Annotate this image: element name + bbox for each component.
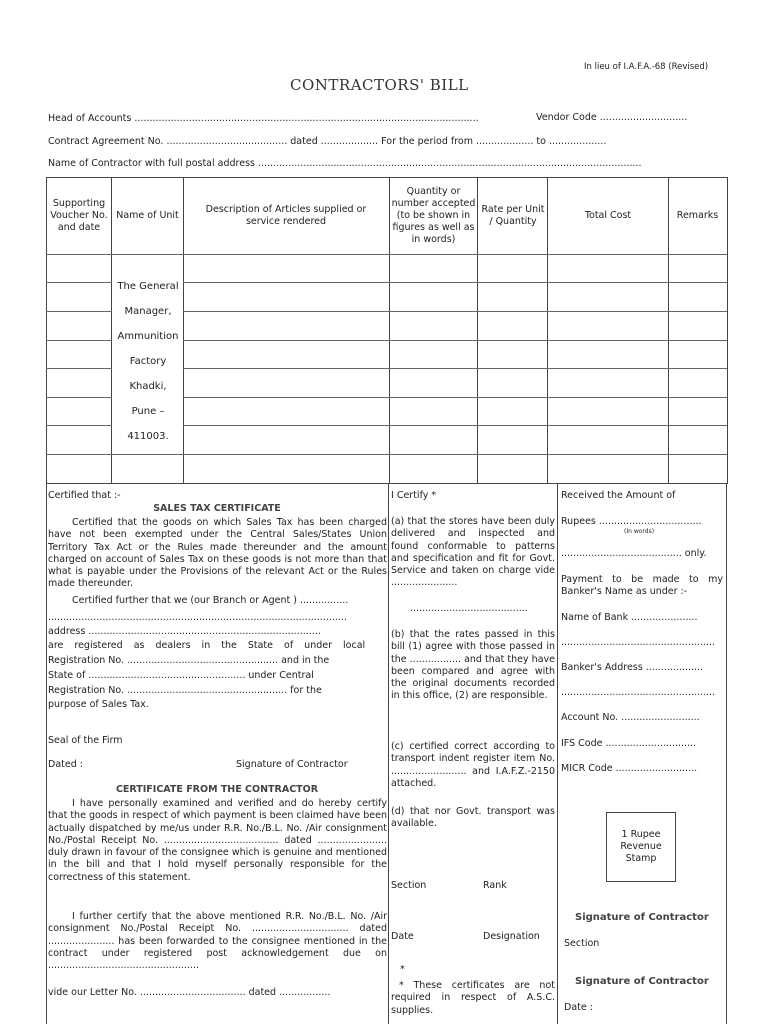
in-words-hint: (In words) (624, 528, 655, 535)
dated-label: Dated : (48, 759, 83, 770)
col-header-voucher: Supporting Voucher No. and date (50, 198, 108, 233)
col-header-total-cost: Total Cost (584, 210, 632, 221)
unit-address-line: Pune – (131, 406, 165, 417)
unit-address-line: The General (117, 281, 179, 292)
registration-no-central: Registration No. ..................................................... for the (48, 685, 322, 696)
micr-code-field: MICR Code ........................... (561, 763, 698, 774)
col-header-quantity: Quantity or number accepted (to be shown in figures as well as in words) (391, 186, 476, 245)
col-header-unit: Name of Unit (116, 210, 179, 221)
contractor-signature: Signature of Contractor (575, 912, 709, 923)
state-field: State of .................................................... under Central (48, 670, 314, 681)
asterisk: * (400, 964, 405, 975)
head-of-accounts-field: Head of Accounts .................................................................................................................. (48, 113, 479, 124)
unit-address-line: Factory (129, 356, 167, 367)
section-label: Section (391, 880, 427, 891)
only-line: ........................................ only. (561, 548, 707, 559)
revenue-stamp-box (606, 812, 676, 882)
letter-no-field: vide our Letter No. ................................... dated ................. (48, 987, 331, 998)
registered-dealers: are registered as dealers in the State of under local (48, 640, 366, 651)
dotted-line: ................................................... (561, 637, 716, 648)
revenue-stamp-label: 1 Rupee Revenue Stamp (620, 829, 662, 864)
bank-name-field: Name of Bank ...................... (561, 612, 698, 623)
account-no-field: Account No. .......................... (561, 712, 700, 723)
sales-tax-paragraph: Certified that the goods on which Sales Tax has been charged have not been exempted under the Central Sales/States Union Territory Tax Act or the Rules made thereunder and the amount charged on account of Sales Tax on these goods is not more than that what is payable under the Provisions of the relevant Act or the Rules made thereunder. (48, 517, 387, 590)
certify-item-a: (a) that the stores have been duly delivered and inspected and found conformable to patterns and specification and fit for Govt. Service and taken on charge vide ...................... (391, 516, 555, 589)
date-label: Date : (564, 1002, 593, 1013)
received-amount: Received the Amount of (561, 490, 676, 501)
contractor-name-field: Name of Contractor with full postal address ............................................................................................................................... (48, 158, 642, 169)
sales-tax-heading: SALES TAX CERTIFICATE (153, 503, 281, 514)
ifs-code-field: IFS Code .............................. (561, 738, 697, 749)
seal-of-firm: Seal of the Firm (48, 735, 123, 746)
unit-address-line: 411003. (127, 431, 169, 442)
contract-agreement-field: Contract Agreement No. ........................................ dated ................... For the period from ................... to ................... (48, 136, 607, 147)
payment-instruction: Payment to be made to my Banker's Name as under :- (561, 574, 723, 598)
col-header-description: Description of Articles supplied or service rendered (205, 204, 367, 227)
forwarding-certificate-paragraph: I further certify that the above mentioned R.R. No./B.L. No. /Air consignment No./Postal Receipt No. ................................ dated ...................... has been forwarded to the consignee mentioned in the contract under registered post acknowledgement due on .................................................. (48, 911, 387, 972)
signature-of-contractor-label: Signature of Contractor (236, 759, 348, 770)
certified-that: Certified that :- (48, 490, 121, 501)
contractor-certificate-heading: CERTIFICATE FROM THE CONTRACTOR (115, 784, 319, 795)
certify-item-b: (b) that the rates passed in this bill (1) agree with those passed in the ................. and that they have been compared and agree with the original documents recorded in this office, (2) are responsible. (391, 629, 555, 702)
banker-address-field: Banker's Address ................... (561, 662, 704, 673)
section-label: Section (564, 938, 600, 949)
dotted-line: ....................................... (410, 603, 528, 614)
col-header-rate: Rate per Unit / Quantity (481, 204, 545, 227)
address-field: address ............................................................................. (48, 626, 321, 637)
rupees-field: Rupees .................................. (561, 516, 702, 527)
footnote: * These certificates are not required in respect of A.S.C. supplies. (391, 980, 555, 1016)
certified-further: Certified further that we (our Branch or Agent ) ................ (72, 595, 349, 606)
designation-label: Designation (483, 931, 540, 942)
col-header-remarks: Remarks (676, 210, 719, 221)
i-certify: I Certify * (391, 490, 437, 501)
dotted-line: ................................................................................................... (48, 612, 347, 623)
unit-address-line: Ammunition (117, 331, 179, 342)
form-reference: In lieu of I.A.F.A.-68 (Revised) (584, 62, 709, 72)
registration-no-local: Registration No. .................................................. and in the (48, 655, 330, 666)
certify-item-c: (c) certified correct according to transport indent register item No. ......................... and I.A.F.Z.-2150 attached. (391, 741, 555, 789)
contractor-signature: Signature of Contractor (575, 976, 709, 987)
date-label: Date (391, 931, 414, 942)
unit-address-line: Manager, (124, 306, 172, 317)
unit-address-line: Khadki, (129, 381, 167, 392)
page-title: CONTRACTORS' BILL (290, 76, 469, 94)
contractor-certificate-paragraph: I have personally examined and verified and do hereby certify that the goods in respect of which payment is been claimed have been actually dispatched by me/us under R.R. No./B.L. No. /Air consignment No./Postal Receipt No. ...................................... dated ....................... duly drawn in favour of the consignee which is genuine and mentioned in the bill and that I hold myself personally responsible for the correctness of this statement. (48, 798, 387, 883)
certify-item-d: (d) that nor Govt. transport was available. (391, 806, 555, 830)
vendor-code-field: Vendor Code ............................. (536, 112, 688, 123)
purpose-sales-tax: purpose of Sales Tax. (48, 699, 149, 710)
rank-label: Rank (483, 880, 507, 891)
dotted-line: ................................................... (561, 687, 716, 698)
